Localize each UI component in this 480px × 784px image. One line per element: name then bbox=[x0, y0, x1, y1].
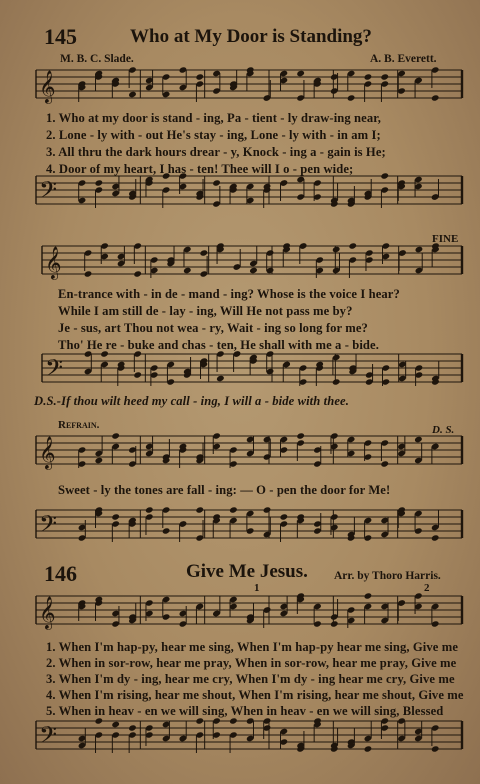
note-head bbox=[364, 73, 373, 80]
note-head bbox=[145, 506, 154, 513]
verse-line: 4. When I'm rising, hear me shout, When I'm rising, hear me shout, Give me bbox=[46, 688, 464, 702]
note-head bbox=[380, 73, 389, 80]
first-ending-mark: 1 bbox=[254, 582, 260, 594]
note-head bbox=[348, 242, 357, 249]
note-head bbox=[332, 378, 341, 385]
note-head bbox=[111, 721, 120, 728]
verse-line: Je - sus, art Thou not wea - ry, Wait - ing so long for me? bbox=[58, 321, 368, 335]
note-head bbox=[415, 246, 424, 253]
refrain-text: Sweet - ly the tones are fall - ing: — O - pen the door for Me! bbox=[58, 483, 391, 497]
note-head bbox=[364, 745, 373, 752]
verse-line: 4. Door of my heart, I has - ten! Thee will I o - pen wide; bbox=[46, 162, 354, 176]
verse-line: 2. When in sor-row, hear me pray, When in sor-row, hear me pray, Give me bbox=[46, 656, 457, 670]
hymn-title: Who at My Door is Standing? bbox=[130, 26, 372, 47]
note-head bbox=[133, 371, 142, 378]
verse-line: 2. Lone - ly with - out He's stay - ing, Lone - ly with - in am I; bbox=[46, 128, 381, 142]
note-head bbox=[128, 724, 137, 731]
note-head bbox=[195, 506, 204, 513]
ds-mark: D. S. bbox=[432, 424, 455, 436]
second-ending-mark: 2 bbox=[424, 582, 430, 594]
arranger-credit: Arr. by Thoro Harris. bbox=[334, 570, 441, 582]
note-head bbox=[380, 460, 389, 467]
clef-symbol: 𝄢 bbox=[45, 354, 64, 387]
composer-credit: A. B. Everett. bbox=[370, 53, 437, 65]
note-head bbox=[330, 620, 339, 627]
note-head bbox=[414, 436, 423, 443]
note-head bbox=[84, 270, 93, 277]
fine-mark: FINE bbox=[432, 233, 459, 245]
note-head bbox=[364, 592, 373, 599]
clef-symbol: 𝄞 bbox=[39, 70, 56, 103]
verse-line: En-trance with - in de - mand - ing? Whose is the voice I hear? bbox=[58, 287, 400, 301]
note-head bbox=[332, 246, 341, 253]
verse-line: 3. All thru the dark hours drear - y, Knock - ing a - gain is He; bbox=[46, 145, 386, 159]
clef-symbol: 𝄞 bbox=[45, 246, 62, 279]
note-head bbox=[296, 70, 305, 77]
verse-line: 1. Who at my door is stand - ing, Pa - tient - ly draw-ing near, bbox=[46, 111, 382, 125]
verse-line: 5. When in heav - en we will sing, When in heav - en we will sing, Blessed bbox=[46, 704, 444, 718]
note-head bbox=[183, 267, 192, 274]
lyricist-credit: M. B. C. Slade. bbox=[60, 53, 134, 65]
note-head bbox=[280, 513, 289, 520]
note-head bbox=[347, 94, 356, 101]
note-head bbox=[95, 457, 104, 464]
note-head bbox=[212, 179, 221, 186]
note-head bbox=[249, 267, 258, 274]
note-head bbox=[296, 432, 305, 439]
note-head bbox=[111, 513, 120, 520]
note-head bbox=[431, 745, 440, 752]
refrain-label: Refrain. bbox=[58, 419, 100, 431]
clef-symbol: 𝄢 bbox=[39, 510, 58, 543]
ds-line: D.S.-If thou wilt heed my call - ing, I will a - bide with thee. bbox=[34, 394, 349, 408]
clef-symbol: 𝄢 bbox=[39, 721, 58, 754]
note-head bbox=[431, 534, 440, 541]
note-head bbox=[111, 432, 120, 439]
note-head bbox=[200, 249, 209, 256]
verse-line: Tho' He re - buke and chas - ten, He shall with me a - bide. bbox=[58, 338, 379, 352]
hymn-title: Give Me Jesus. bbox=[186, 561, 308, 582]
hymn-number: 145 bbox=[44, 24, 77, 49]
note-head bbox=[263, 506, 272, 513]
note-head bbox=[162, 527, 171, 534]
clef-symbol: 𝄢 bbox=[39, 176, 58, 209]
clef-symbol: 𝄞 bbox=[39, 436, 56, 469]
note-head bbox=[216, 375, 225, 382]
clef-symbol: 𝄞 bbox=[39, 596, 56, 629]
verse-line: While I am still de - lay - ing, Will He not pass me by? bbox=[58, 304, 353, 318]
verse-line: 1. When I'm hap-py, hear me sing, When I'm hap-py hear me sing, Give me bbox=[46, 640, 459, 654]
hymn-number: 146 bbox=[44, 561, 77, 586]
note-head bbox=[380, 172, 389, 179]
note-head bbox=[229, 506, 238, 513]
note-head bbox=[95, 179, 104, 186]
note-head bbox=[195, 73, 204, 80]
verse-line: 3. When I'm dy - ing, hear me cry, When I'm dy - ing hear me cry, Give me bbox=[46, 672, 455, 686]
note-head bbox=[431, 94, 440, 101]
note-head bbox=[128, 91, 137, 98]
note-head bbox=[133, 270, 142, 277]
